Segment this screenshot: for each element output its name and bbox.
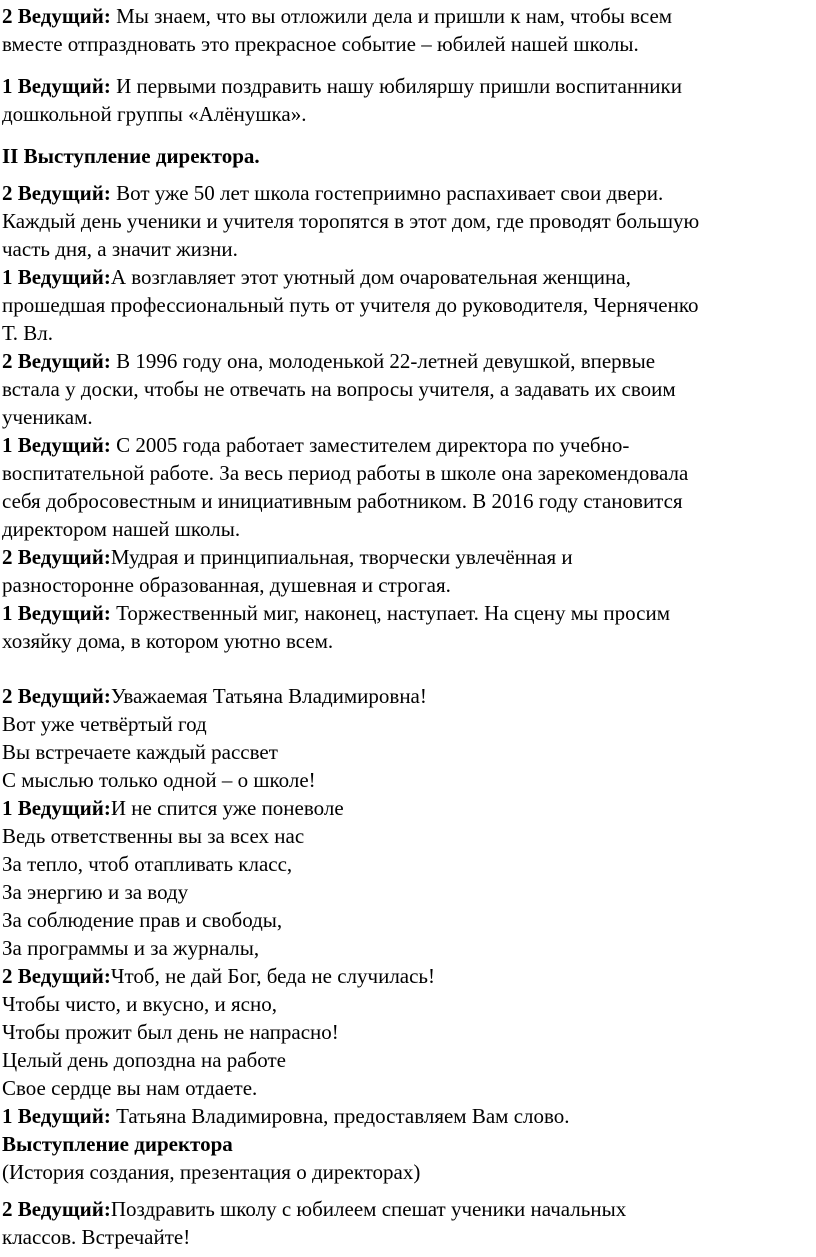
text-line: 1 Ведущий: И первыми поздравить нашу юбиляршу пришли воспитанники (2, 74, 682, 98)
poem-part-2 (2, 794, 816, 962)
text-line: За программы и за журналы, (2, 936, 260, 960)
text-line: 2 Ведущий: В 1996 году она, молоденькой 22-летней девушкой, впервые (2, 349, 656, 373)
text-line: классов. Встречайте! (2, 1225, 191, 1249)
speaker-label: 2 Ведущий: (2, 349, 111, 373)
speaker-label: 2 Ведущий: (2, 545, 111, 569)
text-line: 2 Ведущий:Мудрая и принципиальная, творчески увлечённая и (2, 545, 573, 569)
paragraph-give-word (2, 1102, 816, 1130)
text-line: хозяйку дома, в котором уютно всем. (2, 629, 334, 653)
speaker-label: 1 Ведущий: (2, 74, 111, 98)
paragraph-kindergarten (2, 72, 816, 128)
speaker-label: 1 Ведущий: (2, 796, 111, 820)
text-line: 1 Ведущий:И не спится уже поневоле (2, 796, 344, 820)
text-line: разносторонне образованная, душевная и строгая. (2, 573, 451, 597)
text-line: За соблюдение прав и свободы, (2, 908, 283, 932)
poem-part-3 (2, 962, 816, 1102)
text-line: 2 Ведущий:Уважаемая Татьяна Владимировна! (2, 684, 427, 708)
speaker-label: 1 Ведущий: (2, 265, 111, 289)
paragraph-1996 (2, 347, 816, 431)
text-line: 1 Ведущий: Татьяна Владимировна, предоставляем Вам слово. (2, 1104, 570, 1128)
text-line: Чтобы чисто, и вкусно, и ясно, (2, 992, 277, 1016)
text-line: ученикам. (2, 405, 93, 429)
stage-note: (История создания, презентация о директорах) (2, 1160, 421, 1184)
text-line: Чтобы прожит был день не напрасно! (2, 1020, 339, 1044)
text-line: встала у доски, чтобы не отвечать на вопросы учителя, а задавать их своим (2, 377, 676, 401)
paragraph-wise (2, 543, 816, 599)
text-line: 2 Ведущий: Мы знаем, что вы отложили дела и пришли к нам, чтобы всем (2, 4, 673, 28)
text-line: Целый день допоздна на работе (2, 1048, 287, 1072)
text-line: вместе отпраздновать это прекрасное событие – юбилей нашей школы. (2, 32, 639, 56)
paragraph-solemn (2, 599, 816, 655)
text-line: За энергию и за воду (2, 880, 189, 904)
paragraph-primary-students (2, 1195, 816, 1251)
paragraph-welcome (2, 2, 816, 58)
text-line: За тепло, чтоб отапливать класс, (2, 852, 293, 876)
text-line: прошедшая профессиональный путь от учителя до руководителя, Черняченко (2, 293, 699, 317)
paragraph-school-50 (2, 179, 816, 263)
text-line: Свое сердце вы нам отдаете. (2, 1076, 258, 1100)
poem-part-1 (2, 682, 816, 794)
text-line: Т. Вл. (2, 321, 53, 345)
text-line: часть дня, а значит жизни. (2, 237, 238, 261)
text-line: 2 Ведущий: Вот уже 50 лет школа гостеприимно распахивает свои двери. (2, 181, 664, 205)
speaker-label: 1 Ведущий: (2, 601, 111, 625)
section-heading-director: II Выступление директора. (2, 144, 260, 168)
text-line: 1 Ведущий: Торжественный миг, наконец, наступает. На сцену мы просим (2, 601, 671, 625)
text-line: С мыслью только одной – о школе! (2, 768, 316, 792)
speaker-label: 1 Ведущий: (2, 433, 111, 457)
text-line: 2 Ведущий:Поздравить школу с юбилеем спешат ученики начальных (2, 1197, 627, 1221)
speaker-label: 1 Ведущий: (2, 1104, 111, 1128)
text-line: 1 Ведущий:А возглавляет этот уютный дом очаровательная женщина, (2, 265, 631, 289)
text-line: себя добросовестным и инициативным работником. В 2016 году становится (2, 489, 683, 513)
speaker-label: 2 Ведущий: (2, 4, 111, 28)
text-line: Каждый день ученики и учителя торопятся в этот дом, где проводят большую (2, 209, 700, 233)
paragraph-head-woman (2, 263, 816, 347)
speaker-label: 2 Ведущий: (2, 684, 111, 708)
text-line: дошкольной группы «Алёнушка». (2, 102, 307, 126)
text-line: Ведь ответственны вы за всех нас (2, 824, 305, 848)
text-line: 1 Ведущий: С 2005 года работает заместителем директора по учебно- (2, 433, 630, 457)
speaker-label: 2 Ведущий: (2, 181, 111, 205)
text-line: воспитательной работе. За весь период работы в школе она зарекомендовала (2, 461, 689, 485)
text-line: директором нашей школы. (2, 517, 241, 541)
section-heading-director-speech: Выступление директора (2, 1132, 233, 1156)
speaker-label: 2 Ведущий: (2, 964, 111, 988)
speaker-label: 2 Ведущий: (2, 1197, 111, 1221)
text-line: Вы встречаете каждый рассвет (2, 740, 278, 764)
text-line: Вот уже четвёртый год (2, 712, 207, 736)
paragraph-2005 (2, 431, 816, 543)
text-line: 2 Ведущий:Чтоб, не дай Бог, беда не случилась! (2, 964, 436, 988)
